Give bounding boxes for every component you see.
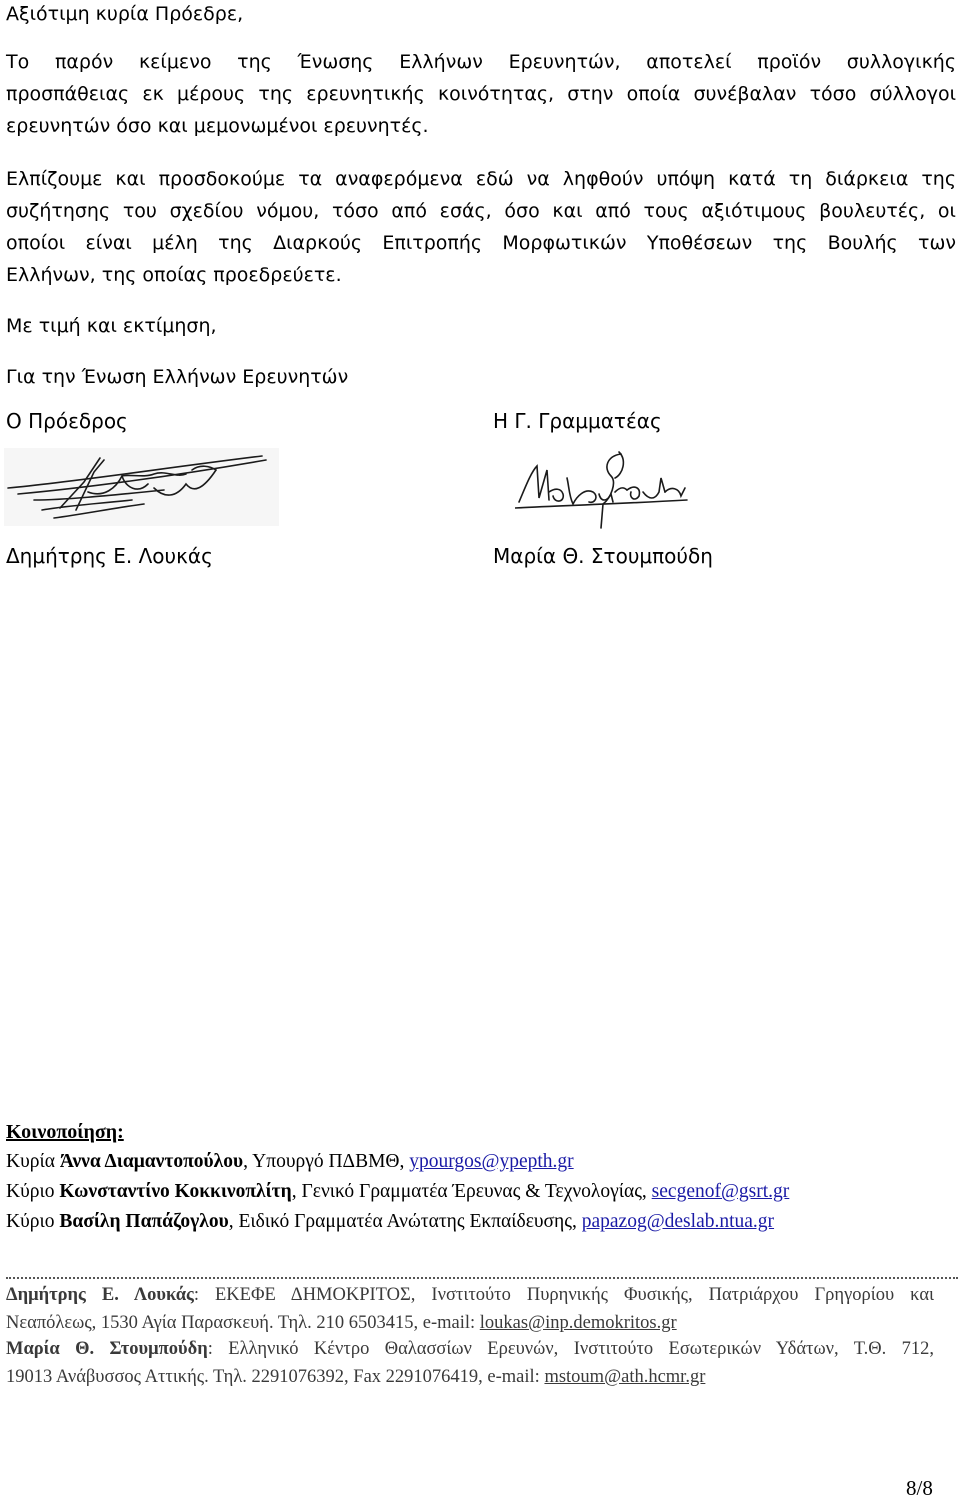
paragraph-line: ερευνητών όσο και μεμονωμένοι ερευνητές. bbox=[6, 115, 429, 137]
cc-name: Κωνσταντίνο Κοκκινοπλίτη bbox=[59, 1181, 292, 1202]
footer-contact-name: Μαρία Θ. Στουμπούδη bbox=[6, 1339, 208, 1359]
cc-recipient bbox=[6, 1208, 774, 1236]
footer-contact-text: : Ελληνικό Κέντρο Θαλασσίων Ερευνών, Ινστιτούτο Εσωτερικών Υδάτων, Τ.Θ. 712, bbox=[207, 1339, 934, 1359]
cc-recipient bbox=[6, 1178, 789, 1206]
paragraph-line: Ελλήνων, της οποίας προεδρεύετε. bbox=[6, 264, 342, 286]
cc-prefix: Κυρία bbox=[6, 1151, 60, 1172]
page-number: 8/8 bbox=[906, 1476, 933, 1500]
cc-heading: Κοινοποίηση: bbox=[6, 1121, 124, 1143]
paragraph-line: οποίοι είναι μέλη της Διαρκούς Επιτροπής Μορφωτικών Υποθέσεων της Βουλής των bbox=[6, 232, 956, 254]
cc-name: Βασίλη Παπάζογλου bbox=[59, 1211, 229, 1232]
cc-title: , Γενικό Γραμματέα Έρευνας & Τεχνολογίας, bbox=[291, 1181, 652, 1202]
right-signatory-role: Η Γ. Γραμματέας bbox=[493, 409, 662, 433]
cc-email-link[interactable]: ypourgos@ypepth.gr bbox=[409, 1151, 574, 1172]
footer-contact-name: Δημήτρης Ε. Λουκάς bbox=[6, 1285, 194, 1305]
paragraph-2 bbox=[6, 163, 956, 291]
cc-title: , Ειδικό Γραμματέα Ανώτατης Εκπαίδευσης, bbox=[228, 1211, 582, 1232]
paragraph-line: Το παρόν κείμενο της Ένωσης Ελλήνων Ερευνητών, αποτελεί προϊόν συλλογικής bbox=[6, 51, 956, 73]
left-signature bbox=[4, 448, 279, 526]
closing: Με τιμή και εκτίμηση, bbox=[6, 315, 217, 337]
footer-email-link[interactable]: mstoum@ath.hcmr.gr bbox=[544, 1367, 706, 1387]
on-behalf: Για την Ένωση Ελλήνων Ερευνητών bbox=[6, 366, 349, 388]
cc-recipient bbox=[6, 1148, 574, 1176]
right-signatory-name: Μαρία Θ. Στουμπούδη bbox=[493, 544, 713, 568]
left-signatory-role: Ο Πρόεδρος bbox=[6, 409, 128, 433]
footer-email-link[interactable]: loukas@inp.demokritos.gr bbox=[479, 1313, 677, 1333]
paragraph-1 bbox=[6, 46, 956, 142]
cc-email-link[interactable]: secgenof@gsrt.gr bbox=[651, 1181, 790, 1202]
footer-divider bbox=[6, 1277, 958, 1279]
cc-prefix: Κύριο bbox=[6, 1181, 60, 1202]
paragraph-line: προσπάθειας εκ μέρους της ερευνητικής κοινότητας, στην οποία συνέβαλαν τόσο σύλλογοι bbox=[6, 83, 956, 105]
left-signatory-name: Δημήτρης Ε. Λουκάς bbox=[6, 544, 213, 568]
right-signature bbox=[515, 448, 695, 534]
footer-contact-loukas bbox=[6, 1281, 934, 1337]
cc-prefix: Κύριο bbox=[6, 1211, 60, 1232]
paragraph-line: Ελπίζουμε και προσδοκούμε τα αναφερόμενα εδώ να ληφθούν υπόψη κατά τη διάρκεια της bbox=[6, 168, 956, 190]
cc-title: , Υπουργό ΠΔΒΜΘ, bbox=[243, 1151, 410, 1172]
cc-email-link[interactable]: papazog@deslab.ntua.gr bbox=[581, 1211, 775, 1232]
salutation: Αξιότιμη κυρία Πρόεδρε, bbox=[6, 3, 244, 25]
footer-contact-text: : ΕΚΕΦΕ ΔΗΜΟΚΡΙΤΟΣ, Ινστιτούτο Πυρηνικής Φυσικής, Πατριάρχου Γρηγορίου και bbox=[193, 1285, 934, 1305]
footer-contact-stoumpoudi bbox=[6, 1335, 934, 1391]
footer-contact-text: 19013 Ανάβυσσος Αττικής. Τηλ. 2291076392, Fax 2291076419, e-mail: bbox=[6, 1367, 545, 1387]
cc-name: Άννα Διαμαντοπούλου bbox=[59, 1151, 244, 1172]
footer-contact-text: Νεαπόλεως, 1530 Αγία Παρασκευή. Τηλ. 210 6503415, e-mail: bbox=[6, 1313, 480, 1333]
paragraph-line: συζήτησης του σχεδίου νόμου, τόσο από εσάς, όσο και από τους αξιότιμους βουλευτές, οι bbox=[6, 200, 956, 222]
